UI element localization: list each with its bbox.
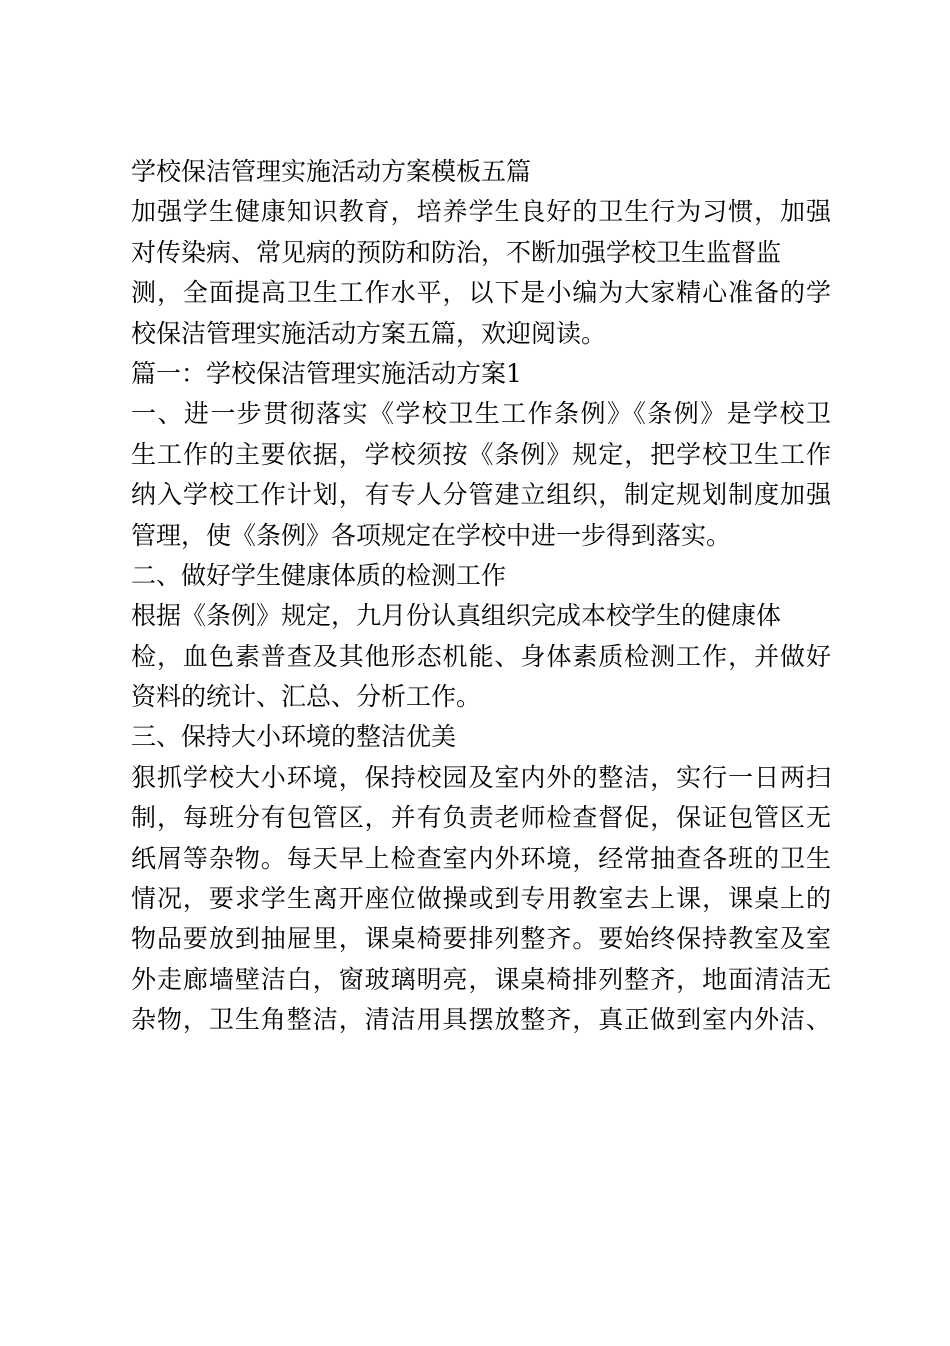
- text-line: 纸屑等杂物。每天早上检查室内外环境，经常抽查各班的卫生: [131, 843, 831, 873]
- text-line: 生工作的主要依据，学校须按《条例》规定，把学校卫生工作: [131, 439, 831, 469]
- section-heading: 三、保持大小环境的整洁优美: [131, 722, 457, 752]
- text-line: 狠抓学校大小环境，保持校园及室内外的整洁，实行一日两扫: [131, 762, 831, 792]
- text-line: 校保洁管理实施活动方案五篇，欢迎阅读。: [131, 318, 607, 348]
- text-line: 加强学生健康知识教育，培养学生良好的卫生行为习惯，加强: [131, 197, 831, 227]
- text-line: 资料的统计、汇总、分析工作。: [131, 682, 482, 712]
- text-line: 一、进一步贯彻落实《学校卫生工作条例》《条例》是学校卫: [131, 399, 831, 429]
- text-line: 测，全面提高卫生工作水平，以下是小编为大家精心准备的学: [131, 278, 831, 308]
- section-heading: 篇一：学校保洁管理实施活动方案1: [131, 358, 522, 388]
- text-line: 纳入学校工作计划，有专人分管建立组织，制定规划制度加强: [131, 480, 831, 510]
- text-line: 根据《条例》规定，九月份认真组织完成本校学生的健康体: [131, 601, 782, 631]
- text-line: 情况，要求学生离开座位做操或到专用教室去上课，课桌上的: [131, 884, 831, 914]
- document-body: [131, 152, 831, 1041]
- text-line: 制，每班分有包管区，并有负责老师检查督促，保证包管区无: [131, 803, 831, 833]
- text-line: 管理，使《条例》各项规定在学校中进一步得到落实。: [131, 520, 732, 550]
- text-line: 对传染病、常见病的预防和防治，不断加强学校卫生监督监: [131, 237, 782, 267]
- section-heading: 二、做好学生健康体质的检测工作: [131, 560, 507, 590]
- text-line: 物品要放到抽屉里，课桌椅要排列整齐。要始终保持教室及室: [131, 924, 831, 954]
- document-title: 学校保洁管理实施活动方案模板五篇: [131, 157, 532, 186]
- text-line: 检，血色素普查及其他形态机能、身体素质检测工作，并做好: [131, 641, 831, 671]
- text-line: 外走廊墙壁洁白，窗玻璃明亮，课桌椅排列整齐，地面清洁无: [131, 964, 831, 994]
- text-line: 杂物，卫生角整洁，清洁用具摆放整齐，真正做到室内外洁、: [131, 1005, 831, 1035]
